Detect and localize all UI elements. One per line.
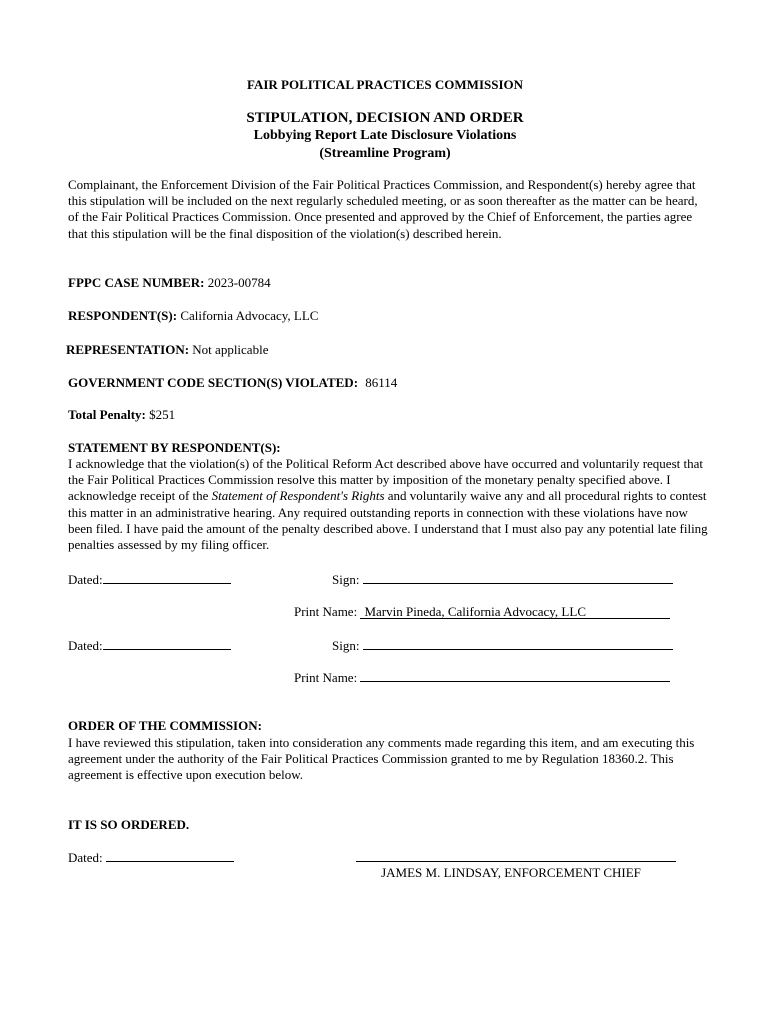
sign-label-2: Sign: bbox=[332, 638, 360, 653]
sign-field-1[interactable] bbox=[332, 571, 673, 588]
agency-name: FAIR POLITICAL PRACTICES COMMISSION bbox=[246, 77, 524, 92]
total-penalty-value: $251 bbox=[149, 407, 176, 422]
code-section-label: GOVERNMENT CODE SECTION(S) VIOLATED: bbox=[68, 375, 359, 390]
dated-label-1: Dated: bbox=[68, 572, 103, 587]
statement-heading: STATEMENT BY RESPONDENT(S): bbox=[68, 440, 281, 455]
respondent-row bbox=[68, 308, 318, 324]
case-number-row bbox=[68, 275, 271, 291]
print-name-line-2[interactable] bbox=[360, 669, 670, 682]
statement-paragraph bbox=[68, 456, 708, 553]
representation-value: Not applicable bbox=[192, 342, 269, 357]
so-ordered: IT IS SO ORDERED. bbox=[68, 817, 190, 832]
dated-field-2[interactable] bbox=[68, 637, 231, 654]
sign-field-2[interactable] bbox=[332, 637, 673, 654]
representation-label: REPRESENTATION: bbox=[66, 342, 190, 357]
respondent-label: RESPONDENT(S): bbox=[68, 308, 178, 323]
order-dated-label: Dated: bbox=[68, 850, 103, 865]
respondent-rights-title: Statement of Respondent's Rights bbox=[211, 488, 385, 504]
chief-name: JAMES M. LINDSAY, ENFORCEMENT CHIEF bbox=[381, 865, 641, 880]
dated-field-1[interactable] bbox=[68, 571, 231, 588]
dated-line-1[interactable] bbox=[103, 571, 231, 584]
order-dated-line[interactable] bbox=[106, 849, 234, 862]
statement-text-before: I acknowledge that the violation(s) of the Political Reform Act described above have occurred and voluntarily request that the Fair Political Practices Commission resolve this matter by imposition of the monetary penalty specified above. I acknowledge receipt of the bbox=[68, 456, 703, 504]
intro-paragraph: Complainant, the Enforcement Division of the Fair Political Practices Commission, and Respondent(s) hereby agree that this stipulation will be included on the next regularly scheduled meeting, or as soon thereafter as the matter can be heard, of the Fair Political Practices Commission. Once presented and approved by the Chief of Enforcement, the parties agree that this stipulation will be the final disposition of the violation(s) described herein. bbox=[68, 177, 698, 241]
print-name-value-1[interactable]: Marvin Pineda, California Advocacy, LLC bbox=[360, 605, 670, 619]
document-title: STIPULATION, DECISION AND ORDER bbox=[246, 110, 524, 126]
chief-signature-line[interactable] bbox=[356, 861, 676, 862]
code-section-value: 86114 bbox=[365, 375, 398, 390]
sign-line-2[interactable] bbox=[363, 637, 673, 650]
sign-label-1: Sign: bbox=[332, 572, 360, 587]
dated-line-2[interactable] bbox=[103, 637, 231, 650]
dated-label-2: Dated: bbox=[68, 638, 103, 653]
code-section-row bbox=[68, 375, 397, 391]
order-heading: ORDER OF THE COMMISSION: bbox=[68, 718, 262, 733]
order-dated-field[interactable] bbox=[68, 849, 234, 866]
print-name-label-1: Print Name: bbox=[294, 604, 358, 619]
program-name: (Streamline Program) bbox=[319, 146, 451, 161]
case-number-label: FPPC CASE NUMBER: bbox=[68, 275, 205, 290]
sign-line-1[interactable] bbox=[363, 571, 673, 584]
respondent-value: California Advocacy, LLC bbox=[180, 308, 319, 323]
order-paragraph: I have reviewed this stipulation, taken into consideration any comments made regarding this item, and am executing this agreement under the authority of the Fair Political Practices Commission granted to me by Regulation 18360.2. This agreement is effective upon execution below. bbox=[68, 735, 695, 783]
case-number-value: 2023-00784 bbox=[207, 275, 271, 290]
total-penalty-row bbox=[68, 407, 175, 423]
total-penalty-label: Total Penalty: bbox=[68, 407, 146, 422]
representation-row bbox=[66, 342, 268, 358]
statement-text-after: and voluntarily waive any and all procedural rights to contest this matter in an administrative hearing. Any required outstanding reports in connection with these violations have now been filed. I have paid the amount of the penalty described above. I understand that I must also pay any potential late filing penalties assessed by my filing officer. bbox=[68, 488, 708, 553]
print-name-field-2[interactable] bbox=[294, 669, 670, 686]
print-name-label-2: Print Name: bbox=[294, 670, 358, 685]
print-name-field-1[interactable] bbox=[294, 604, 670, 620]
document-subtitle: Lobbying Report Late Disclosure Violations bbox=[253, 128, 517, 143]
